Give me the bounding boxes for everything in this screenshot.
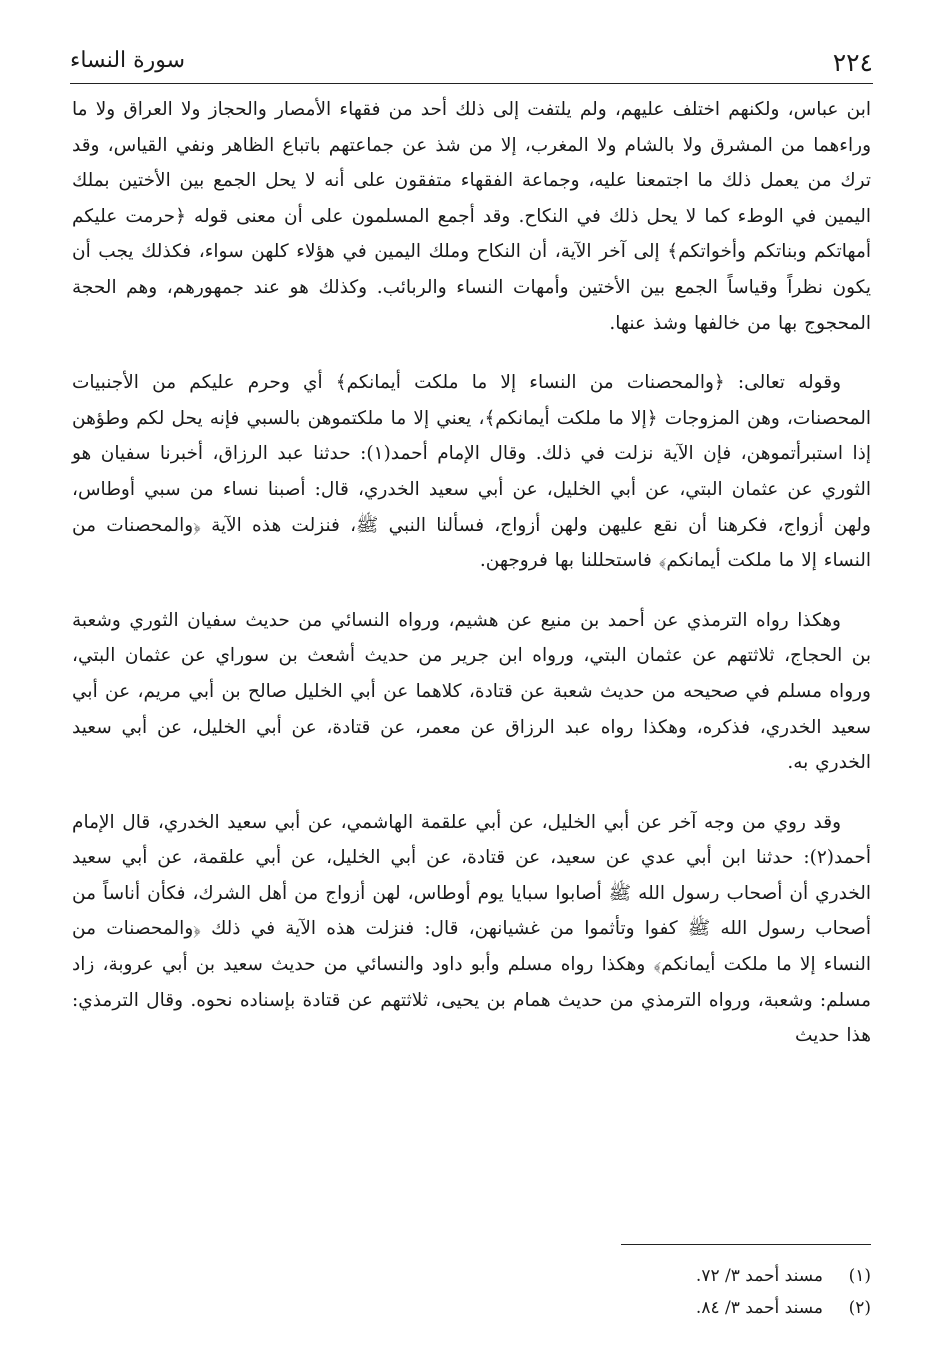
footnote-text: مسند أحمد ٣/ ٨٤. [695, 1298, 823, 1318]
paragraph-continued: ابن عباس، ولكنهم اختلف عليهم، ولم يلتفت إلى ذلك أحد من فقهاء الأمصار والحجاز ولا العراق ولا ما وراءهما من المشرق ولا بالشام ولا المغرب، إلا من شذ عن جماعتهم باتباع الظاهر ونفي القياس، وقد ترك من يعمل ذلك ما اجتمعنا عليه، وجماعة الفقهاء متفقون على أنه لا يحل الجمع بين الأختين بملك اليمين في الوطء كما لا يحل ذلك في النكاح. وقد أجمع المسلمون على أن معنى قوله ﴿حرمت عليكم أمهاتكم وبناتكم وأخواتكم﴾ إلى آخر الآية، أن النكاح وملك اليمين في هؤلاء كلهن سواء، فكذلك يجب أن يكون نظراً وقياساً الجمع بين الأختين وأمهات النساء والربائب. وكذلك هو عند جمهورهم، وهم الحجة المحجوج بها من خالفها وشذ عنها. [72, 99, 871, 334]
footnote-number: (٢) [848, 1298, 871, 1318]
running-title: سورة النساء [70, 48, 186, 73]
footnote-divider [621, 1244, 871, 1245]
footnote [72, 1260, 871, 1292]
page-body [72, 92, 871, 1054]
paragraph: وقد روي من وجه آخر عن أبي الخليل، عن أبي علقمة الهاشمي، عن أبي سعيد الخدري، قال الإمام أحمد(٢): حدثنا ابن أبي عدي عن سعيد، عن قتادة، عن أبي الخليل، عن أبي علقمة، عن أبي سعيد الخدري أن أصحاب رسول الله ﷺ أصابوا سبايا يوم أوطاس، لهن أزواج من أهل الشرك، فكأن أناساً من أصحاب رسول الله ﷺ كفوا وتأثموا من غشيانهن، قال: فنزلت هذه الآية في ذلك ﴿والمحصنات من النساء إلا ما ملكت أيمانكم﴾ وهكذا رواه مسلم وأبو داود والنسائي من حديث سعيد بن أبي عروبة، زاد مسلم: وشعبة، ورواه الترمذي من حديث همام بن يحيى، ثلاثتهم عن قتادة بإسناده نحوه. وقال الترمذي: هذا حديث [72, 811, 871, 1047]
page-number: ٢٢٤ [832, 48, 873, 77]
paragraph: وقوله تعالى: ﴿والمحصنات من النساء إلا ما ملكت أيمانكم﴾ أي وحرم عليكم من الأجنبيات المحصنات، وهن المزوجات ﴿إلا ما ملكت أيمانكم﴾، يعني إلا ما ملكتموهن بالسبي فإنه يحل لكم وطؤهن إذا استبرأتموهن، فإن الآية نزلت في ذلك. وقال الإمام أحمد(١): حدثنا عبد الرزاق، أخبرنا سفيان هو الثوري عن عثمان البتي، عن أبي الخليل، عن أبي سعيد الخدري، قال: أصبنا نساء من سبي أوطاس، ولهن أزواج، فكرهنا أن نقع عليهن ولهن أزواج، فسألنا النبي ﷺ، فنزلت هذه الآية ﴿والمحصنات من النساء إلا ما ملكت أيمانكم﴾ فاستحللنا بها فروجهن. [72, 372, 871, 572]
page-header [70, 40, 873, 84]
footnote-number: (١) [848, 1266, 871, 1286]
paragraph: وهكذا رواه الترمذي عن أحمد بن منيع عن هشيم، ورواه النسائي من حديث سفيان الثوري وشعبة بن الحجاج، ثلاثتهم عن عثمان البتي، ورواه ابن جرير من حديث أشعث بن سوراي عن عثمان البتي، ورواه مسلم في صحيحه من حديث شعبة عن قتادة، كلاهما عن أبي الخليل صالح بن أبي مريم، عن أبي سعيد الخدري، فذكره، وهكذا رواه عبد الرزاق عن معمر، عن قتادة، عن أبي الخليل، عن أبي سعيد الخدري به. [72, 609, 871, 774]
footnotes [72, 1260, 871, 1324]
header-divider [70, 83, 873, 84]
footnote-text: مسند أحمد ٣/ ٧٢. [695, 1266, 823, 1286]
footnote [72, 1292, 871, 1324]
